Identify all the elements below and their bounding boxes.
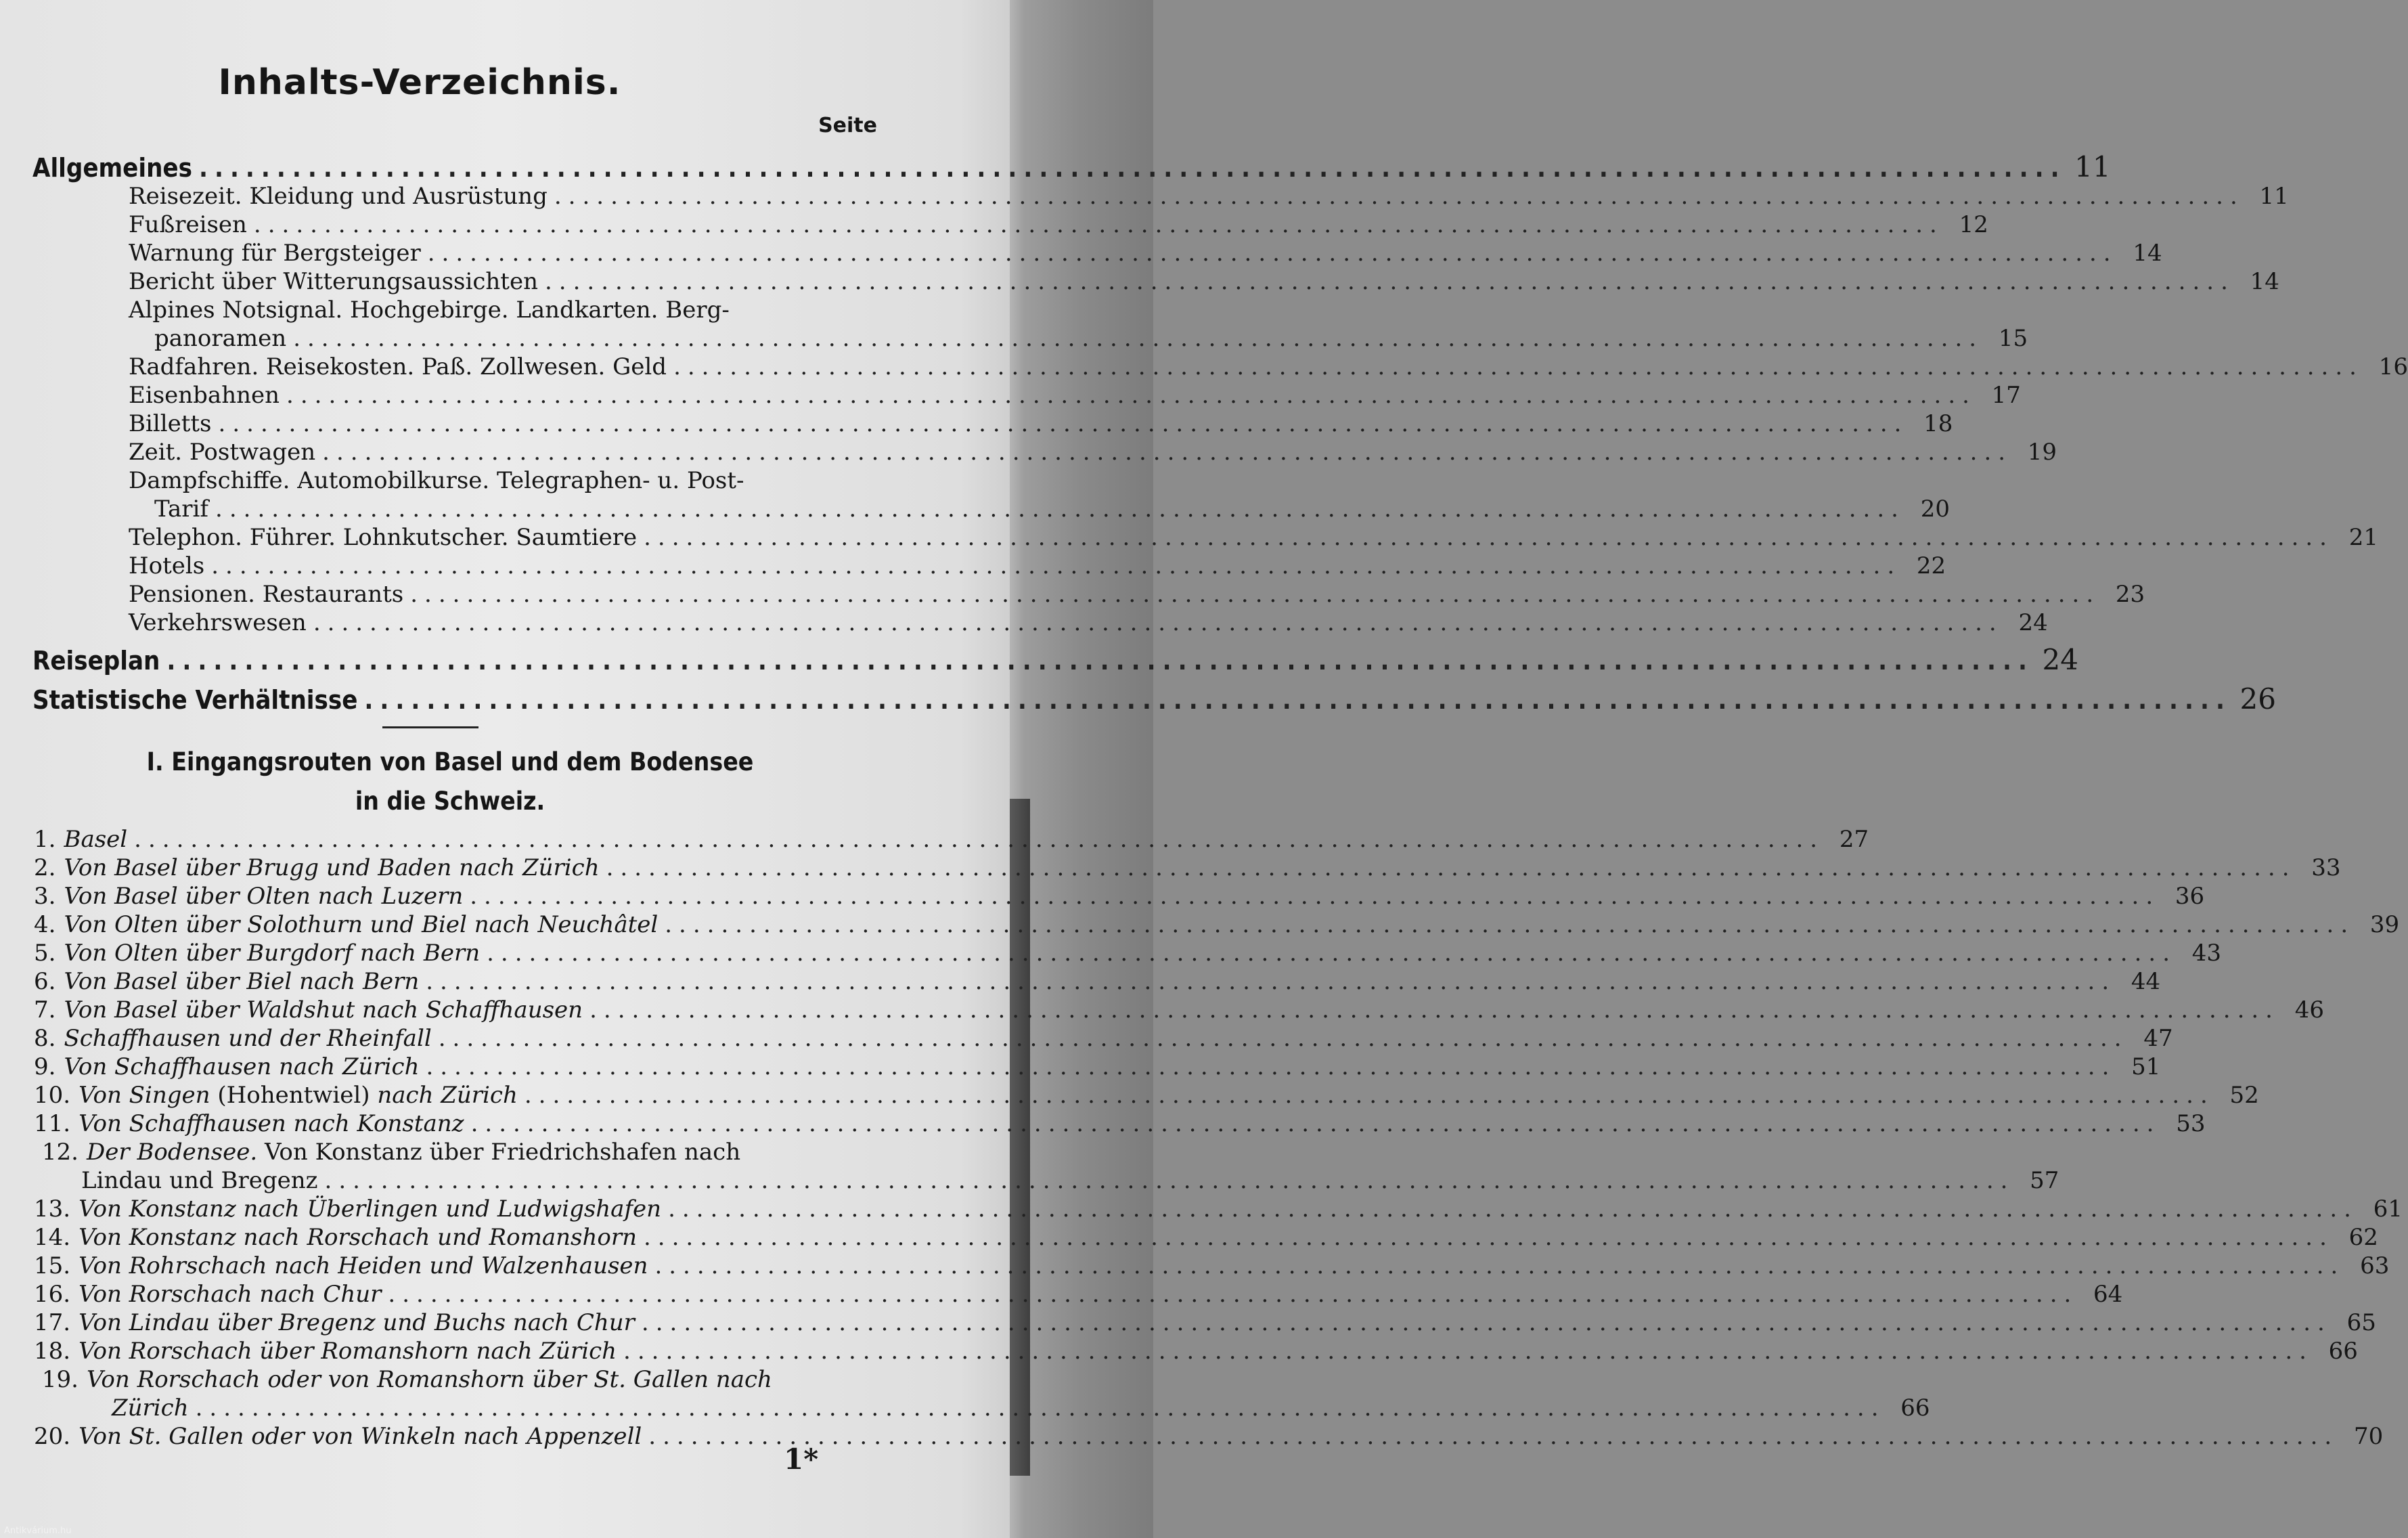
leader-dots: ........................................................................................................................ [253, 211, 1944, 238]
route-number: 7. [34, 996, 56, 1024]
page-number: 23 [2115, 581, 2145, 608]
page-number: 26 [2239, 682, 2276, 716]
route-label-continued: Zürich [112, 1394, 189, 1422]
leader-dots: ........................................................................................................................ [470, 1110, 2161, 1137]
route-entry[interactable] [34, 1082, 2259, 1109]
page-number: 65 [2346, 1309, 2376, 1336]
page-number: 16 [2378, 353, 2408, 380]
route-entry[interactable] [34, 1139, 882, 1166]
route-entry[interactable] [34, 1309, 2376, 1336]
leader-dots: ........................................................................................................................ [313, 609, 2003, 636]
route-label: Von Rorschach oder von Romanshorn über St. Gallen nach [87, 1366, 772, 1393]
leader-dots: ........................................................................................................................ [211, 552, 1902, 579]
toc-entry-label: Pensionen. Restaurants [129, 581, 404, 608]
route-label: Schaffhausen und der Rheinfall [64, 1025, 432, 1052]
leader-dots: ........................................................................................................................ [322, 439, 2013, 466]
leader-dots: ........................................................................................................................ [524, 1082, 2214, 1109]
route-entry[interactable] [34, 1281, 2123, 1308]
leader-dots: ........................................................................................................................ [606, 854, 2296, 881]
leader-dots: ........................................................................................................................ [665, 911, 2355, 938]
route-label: Von St. Gallen oder von Winkeln nach Appenzell [79, 1423, 642, 1450]
page-number: 66 [1900, 1394, 1930, 1422]
toc-entry-label: Eisenbahnen [129, 382, 280, 409]
page-number: 11 [2074, 150, 2111, 183]
leader-dots: ........................................................................................................................ [654, 1252, 2345, 1279]
toc-entry[interactable] [154, 496, 1950, 523]
page-number: 70 [2353, 1423, 2384, 1450]
leader-dots: ........................................................................................................................ [644, 524, 2334, 551]
route-number: 14. [34, 1224, 71, 1251]
toc-entry-label: Alpines Notsignal. Hochgebirge. Landkarten. Berg- [129, 296, 730, 324]
route-entry[interactable] [34, 826, 1869, 853]
route-label: Von Konstanz nach Überlingen und Ludwigshafen [79, 1195, 662, 1223]
route-entry[interactable] [34, 1224, 2378, 1251]
leader-dots: ........................................................................................................................ [364, 685, 2231, 715]
route-entry[interactable] [34, 1252, 2390, 1279]
route-label: Von Konstanz nach Rorschach und Romanshorn [79, 1224, 637, 1251]
page-number: 51 [2131, 1053, 2161, 1080]
leader-dots: ........................................................................................................................ [438, 1025, 2128, 1052]
leader-dots: ........................................................................................................................ [286, 382, 1976, 409]
toc-entry-label: Billetts [129, 410, 212, 437]
toc-entry[interactable] [129, 439, 2057, 466]
route-entry[interactable] [34, 968, 2161, 995]
toc-entry-label: Reisezeit. Kleidung und Ausrüstung [129, 183, 548, 210]
page-number: 19 [2027, 439, 2057, 466]
route-number: 9. [34, 1053, 56, 1080]
toc-entry-label: Dampfschiffe. Automobilkurse. Telegraphen- u. Post- [129, 467, 744, 494]
route-number: 2. [34, 854, 56, 881]
route-entry[interactable] [34, 940, 2222, 967]
page-number: 20 [1920, 496, 1950, 523]
section-divider [382, 726, 478, 728]
toc-entry[interactable] [129, 410, 1953, 437]
route-number: 6. [34, 968, 56, 995]
toc-heading-reiseplan[interactable] [32, 643, 2078, 676]
route-number: 19. [41, 1366, 79, 1393]
route-label: Von Basel über Biel nach Bern [64, 968, 420, 995]
toc-entry-label: Hotels [129, 552, 205, 579]
toc-entry-label: Verkehrswesen [129, 609, 307, 636]
route-entry[interactable] [34, 1338, 2358, 1365]
route-number: 16. [34, 1281, 71, 1308]
route-entry[interactable] [34, 911, 2400, 938]
route-label: Von Schaffhausen nach Konstanz [79, 1110, 464, 1137]
page-number: 17 [1991, 382, 2021, 409]
page-number: 36 [2175, 883, 2205, 910]
route-entry[interactable] [34, 1423, 2384, 1450]
route-entry[interactable] [34, 854, 2341, 881]
route-number: 8. [34, 1025, 56, 1052]
leader-dots: ........................................................................................................................ [215, 496, 1905, 523]
toc-entry[interactable] [129, 609, 2048, 636]
toc-entry-label-continued: Tarif [154, 496, 209, 523]
leader-dots: ........................................................................................................................ [293, 325, 1984, 352]
route-label: Von Rorschach über Romanshorn nach Zürich [79, 1338, 617, 1365]
route-label: Basel [64, 826, 128, 853]
toc-heading-statistik[interactable] [32, 682, 2276, 716]
page-number: 52 [2229, 1082, 2259, 1109]
route-label: Von Olten über Solothurn und Biel nach Neuchâtel [64, 911, 659, 938]
route-label-part: nach Zürich [370, 1082, 518, 1109]
leader-dots: ........................................................................................................................ [427, 240, 2118, 267]
route-entry[interactable] [34, 1053, 2161, 1080]
route-number: 17. [34, 1309, 71, 1336]
route-label: Von Schaffhausen nach Zürich [64, 1053, 420, 1080]
route-entry-continued[interactable] [81, 1167, 2059, 1194]
toc-heading-label: Reiseplan [32, 646, 160, 676]
page-number: 57 [2030, 1167, 2059, 1194]
page-number: 47 [2143, 1025, 2173, 1052]
route-label-continued: Lindau und Bregenz [81, 1167, 318, 1194]
leader-dots: ........................................................................................................................ [470, 883, 2160, 910]
leader-dots: ........................................................................................................................ [324, 1167, 2015, 1194]
toc-entry[interactable] [129, 353, 2408, 380]
route-entry[interactable] [34, 1025, 2173, 1052]
page-number: 46 [2294, 996, 2324, 1024]
leader-dots: ........................................................................................................................ [641, 1309, 2332, 1336]
route-entry[interactable] [34, 1195, 2403, 1223]
page-number: 24 [2018, 609, 2048, 636]
toc-heading-label: Statistische Verhältnisse [32, 685, 358, 715]
leader-dots: ........................................................................................................................ [668, 1195, 2358, 1223]
page-number: 27 [1839, 826, 1869, 853]
route-number: 13. [34, 1195, 71, 1223]
page-number: 39 [2369, 911, 2400, 938]
page-number: 53 [2176, 1110, 2206, 1137]
leader-dots: ........................................................................................................................ [198, 153, 2066, 183]
route-label-part-roman: (Hohentwiel) [217, 1082, 370, 1109]
route-label: Von Rohrschach nach Heiden und Walzenhausen [79, 1252, 648, 1279]
page-number: 15 [1998, 325, 2028, 352]
route-label: Von Basel über Waldshut nach Schaffhausen [64, 996, 583, 1024]
page-number: 11 [2259, 183, 2289, 210]
leader-dots: ........................................................................................................................ [589, 996, 2279, 1024]
route-number: 5. [34, 940, 56, 967]
route-label-part: Der Bodensee. [87, 1139, 258, 1166]
route-label: Von Basel über Olten nach Luzern [64, 883, 464, 910]
toc-entry-label: Warnung für Bergsteiger [129, 240, 421, 267]
page-title: Inhalts-Verzeichnis. [218, 62, 621, 103]
route-entry[interactable] [34, 996, 2324, 1024]
section-heading: I. Eingangsrouten von Basel und dem Bodensee [146, 747, 754, 776]
page-number: 43 [2191, 940, 2222, 967]
page-number: 44 [2131, 968, 2161, 995]
toc-entry[interactable] [129, 581, 2145, 608]
toc-entry[interactable] [129, 524, 2378, 551]
page-number: 61 [2373, 1195, 2403, 1223]
route-number: 11. [34, 1110, 71, 1137]
page-number: 14 [2250, 268, 2279, 295]
route-label [87, 1139, 740, 1166]
leader-dots: ........................................................................................................................ [195, 1394, 1886, 1422]
route-entry[interactable] [34, 1366, 882, 1393]
toc-entry[interactable] [129, 382, 2021, 409]
route-number: 20. [34, 1423, 71, 1450]
toc-heading-allgemeines[interactable] [32, 150, 2111, 183]
leader-dots: ........................................................................................................................ [487, 940, 2177, 967]
route-label-part: Von Singen [79, 1082, 218, 1109]
route-number: 15. [34, 1252, 71, 1279]
route-number: 10. [34, 1082, 71, 1109]
watermark-credit: Antikvárium.hu [4, 1526, 72, 1536]
page-number: 21 [2348, 524, 2378, 551]
route-label [79, 1082, 518, 1109]
leader-dots: ........................................................................................................................ [544, 268, 2235, 295]
route-label: Von Lindau über Bregenz und Buchs nach Chur [79, 1309, 635, 1336]
leader-dots: ........................................................................................................................ [426, 1053, 2116, 1080]
toc-entry-label: Telephon. Führer. Lohnkutscher. Saumtiere [129, 524, 638, 551]
page-number: 14 [2133, 240, 2162, 267]
leader-dots: ........................................................................................................................ [554, 183, 2244, 210]
page-column-label: Seite [818, 114, 877, 137]
section-heading-line2: in die Schweiz. [355, 787, 545, 816]
toc-entry[interactable] [154, 325, 2028, 352]
leader-dots: ........................................................................................................................ [410, 581, 2101, 608]
route-label-part-roman: Von Konstanz über Friedrichshafen nach [257, 1139, 741, 1166]
route-entry[interactable] [34, 1110, 2206, 1137]
page-number: 63 [2360, 1252, 2390, 1279]
page-number: 64 [2093, 1281, 2123, 1308]
route-label: Von Basel über Brugg und Baden nach Zürich [64, 854, 600, 881]
leader-dots: ........................................................................................................................ [426, 968, 2116, 995]
toc-entry[interactable] [129, 552, 1946, 579]
leader-dots: ........................................................................................................................ [648, 1423, 2339, 1450]
leader-dots: ........................................................................................................................ [644, 1224, 2334, 1251]
route-entry[interactable] [34, 883, 2205, 910]
leader-dots: ........................................................................................................................ [388, 1281, 2078, 1308]
route-number: 1. [34, 826, 56, 853]
route-number: 4. [34, 911, 56, 938]
page-number: 62 [2348, 1224, 2378, 1251]
leader-dots: ........................................................................................................................ [623, 1338, 2313, 1365]
sheet-signature: 1* [784, 1443, 819, 1476]
route-number: 12. [41, 1139, 79, 1166]
page-number: 33 [2311, 854, 2341, 881]
route-number: 3. [34, 883, 56, 910]
toc-entry-label: Bericht über Witterungsaussichten [129, 268, 538, 295]
route-number: 18. [34, 1338, 71, 1365]
toc-entry-label: Radfahren. Reisekosten. Paß. Zollwesen. Geld [129, 353, 667, 380]
page-number: 18 [1923, 410, 1953, 437]
page-number: 24 [2042, 643, 2078, 676]
toc-entry[interactable] [129, 240, 2162, 267]
page-number: 66 [2328, 1338, 2358, 1365]
leader-dots: ........................................................................................................................ [166, 646, 2034, 676]
toc-entry[interactable] [129, 268, 2279, 295]
toc-entry-label: Zeit. Postwagen [129, 439, 316, 466]
toc-entry-label-continued: panoramen [154, 325, 287, 352]
toc-entry-label: Fußreisen [129, 211, 247, 238]
route-label: Von Olten über Burgdorf nach Bern [64, 940, 481, 967]
toc-entry[interactable] [129, 211, 1988, 238]
leader-dots: ........................................................................................................................ [134, 826, 1825, 853]
leader-dots: ........................................................................................................................ [218, 410, 1909, 437]
page-number: 22 [1916, 552, 1946, 579]
page-number: 12 [1959, 211, 1988, 238]
leader-dots: ........................................................................................................................ [673, 353, 2363, 380]
toc-heading-label: Allgemeines [32, 153, 192, 183]
route-label: Von Rorschach nach Chur [79, 1281, 382, 1308]
toc-entry[interactable] [129, 183, 2289, 210]
route-entry-continued[interactable] [112, 1394, 1930, 1422]
